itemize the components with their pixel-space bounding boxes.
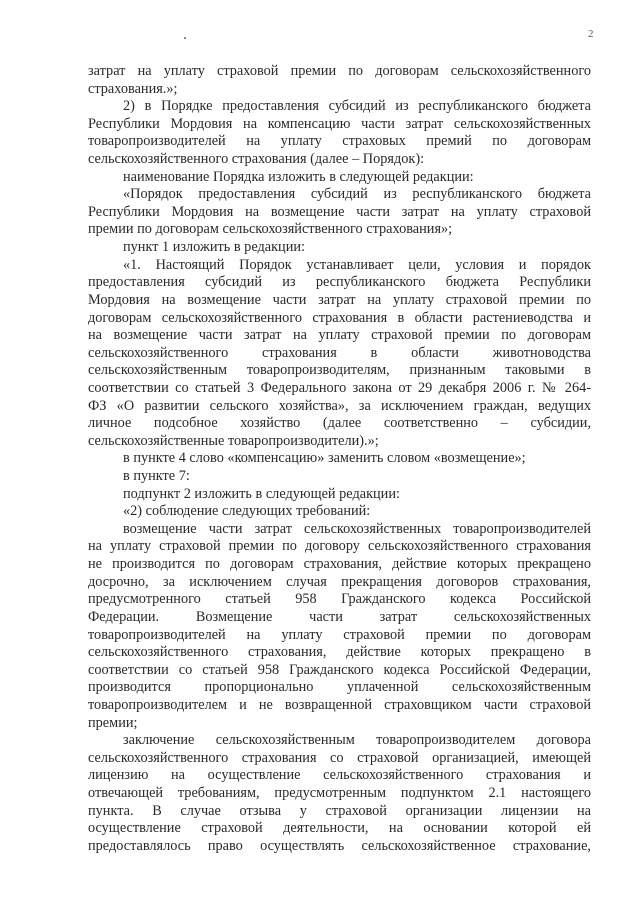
text-line: сельскохозяйственного страхования со страховой организацией, имеющей [88, 749, 591, 766]
text-line: Республики Мордовия на компенсацию части затрат сельскохозяйственных [88, 115, 591, 132]
text-line: пункт 1 изложить в редакции: [123, 239, 305, 256]
text-line: отвечающей требованиям, предусмотренным подпунктом 2.1 настоящего [88, 784, 591, 801]
scan-speck [184, 37, 186, 39]
text-line: в пункте 7: [123, 468, 190, 485]
text-line: товаропроизводителей на уплату страховой премии по договорам [88, 626, 591, 643]
text-line: товаропроизводителем и не возвращенной страховщиком части страховой [88, 696, 591, 713]
text-line: сельскохозяйственного страхования (далее – Порядок): [88, 151, 425, 168]
text-line: предусмотренного статьей 958 Гражданского кодекса Российской [88, 591, 591, 608]
page-number: 2 [588, 28, 594, 40]
text-line: возмещение части затрат сельскохозяйственных товаропроизводителей [123, 520, 591, 537]
text-line: предоставления субсидий из республиканского бюджета Республики [88, 274, 591, 291]
text-line: сельскохозяйственным товаропроизводителям, признанным таковыми в [88, 362, 591, 379]
text-line: Федерации. Возмещение части затрат сельскохозяйственных [88, 608, 591, 625]
text-line: заключение сельскохозяйственным товаропроизводителем договора [123, 732, 591, 749]
text-line: «1. Настоящий Порядок устанавливает цели, условия и порядок [123, 256, 591, 273]
text-line: Мордовия на возмещение части затрат на уплату страховой премии по [88, 291, 591, 308]
text-line: производится пропорционально уплаченной сельскохозяйственным [88, 679, 591, 696]
text-line: на уплату страховой премии по договору сельскохозяйственного страхования [88, 538, 591, 555]
text-line: в пункте 4 слово «компенсацию» заменить словом «возмещение»; [123, 450, 526, 467]
text-line: товаропроизводителей на уплату страховых премий по договорам [88, 133, 591, 150]
text-line: на возмещение части затрат на уплату страховой премии по договорам [88, 327, 591, 344]
text-line: подпункт 2 изложить в следующей редакции: [123, 485, 400, 502]
document-body [88, 63, 591, 855]
text-line: осуществление страховой деятельности, на основании которой ей [88, 820, 591, 837]
text-line: сельскохозяйственного страхования, действие которых прекращено в [88, 644, 591, 661]
text-line: сельскохозяйственного страхования в области животноводства [88, 344, 591, 361]
text-line: «2) соблюдение следующих требований: [123, 503, 371, 520]
text-line: сельскохозяйственные товаропроизводители).»; [88, 432, 379, 449]
text-line: не производится по договорам страхования, действие которых прекращено [88, 556, 591, 573]
text-line: страхования.»; [88, 80, 178, 97]
text-line: затрат на уплату страховой премии по договорам сельскохозяйственного [88, 63, 591, 79]
text-line: досрочно, за исключением случая прекращения договоров страхования, [88, 573, 591, 590]
text-line: пункта. В случае отзыва у страховой организации лицензии на [88, 802, 591, 819]
text-line: премии по договорам сельскохозяйственного страхования»; [88, 221, 453, 238]
text-line: «Порядок предоставления субсидий из республиканского бюджета [123, 186, 591, 203]
text-line: предоставлялось право осуществлять сельскохозяйственное страхование, [88, 837, 591, 854]
text-line: лицензию на осуществление сельскохозяйственного страхования и [88, 767, 591, 784]
text-line: соответствии со статьей 958 Гражданского кодекса Российской Федерации, [88, 661, 591, 678]
text-line: личное подсобное хозяйство (далее соответственно – субсидии, [88, 415, 591, 432]
text-line: 2) в Порядке предоставления субсидий из республиканского бюджета [123, 98, 591, 115]
text-line: наименование Порядка изложить в следующей редакции: [123, 168, 474, 185]
text-line: ФЗ «О развитии сельского хозяйства», за исключением граждан, ведущих [88, 397, 591, 414]
text-line: договорам сельскохозяйственного страхования в области растениеводства и [88, 309, 591, 326]
text-line: Республики Мордовия на возмещение части затрат на уплату страховой [88, 203, 591, 220]
text-line: премии; [88, 714, 138, 731]
text-line: соответствии со статьей 3 Федерального закона от 29 декабря 2006 г. № 264- [88, 379, 591, 396]
